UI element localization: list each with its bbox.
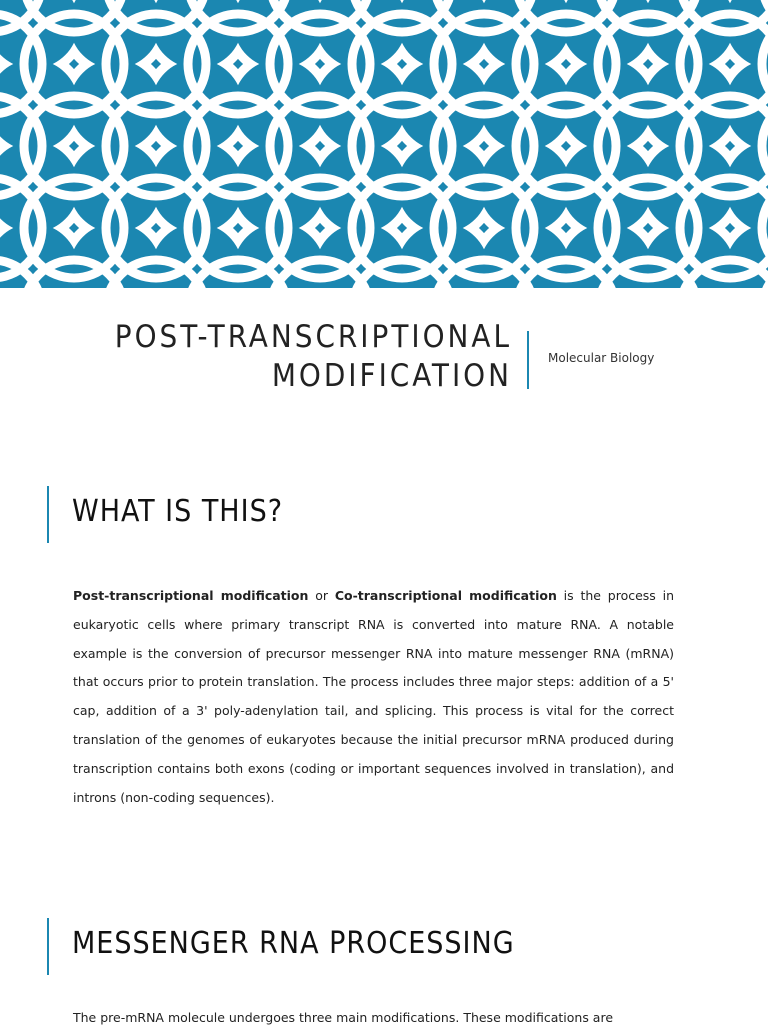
section-heading-mrna-processing: MESSENGER RNA PROCESSING bbox=[72, 926, 515, 961]
interlocking-circles-pattern bbox=[0, 0, 768, 288]
connector-text: or bbox=[308, 588, 335, 603]
title-line-2: MODIFICATION bbox=[271, 358, 512, 394]
section-accent-bar bbox=[47, 918, 49, 975]
term-post-transcriptional: Post-transcriptional modification bbox=[73, 588, 309, 603]
header-pattern-banner bbox=[0, 0, 768, 288]
section-accent-bar bbox=[47, 486, 49, 543]
paragraph-body: is the process in eukaryotic cells where primary transcript RNA is converted into mature RNA. A notable example is the conversion of precursor messenger RNA into mature messenger RNA (mRNA) that occurs prior to protein translation. The process includes three major steps: addition of a 5' cap, addition of a 3' poly-adenylation tail, and splicing. This process is vital for the correct translation of the genomes of eukaryotes because the initial precursor mRNA produced during transcription contains both exons (coding or important sequences involved in translation), and introns (non-coding sequences). bbox=[73, 588, 675, 805]
document-title bbox=[0, 318, 512, 396]
title-divider bbox=[527, 331, 529, 389]
document-subtitle: Molecular Biology bbox=[548, 351, 655, 365]
section-paragraph bbox=[73, 582, 674, 812]
term-co-transcriptional: Co-transcriptional modification bbox=[334, 588, 557, 603]
section-paragraph: The pre-mRNA molecule undergoes three main modifications. These modifications are bbox=[73, 1010, 614, 1025]
title-line-1: POST-TRANSCRIPTIONAL bbox=[114, 319, 512, 355]
section-heading-what-is-this: WHAT IS THIS? bbox=[72, 494, 284, 529]
